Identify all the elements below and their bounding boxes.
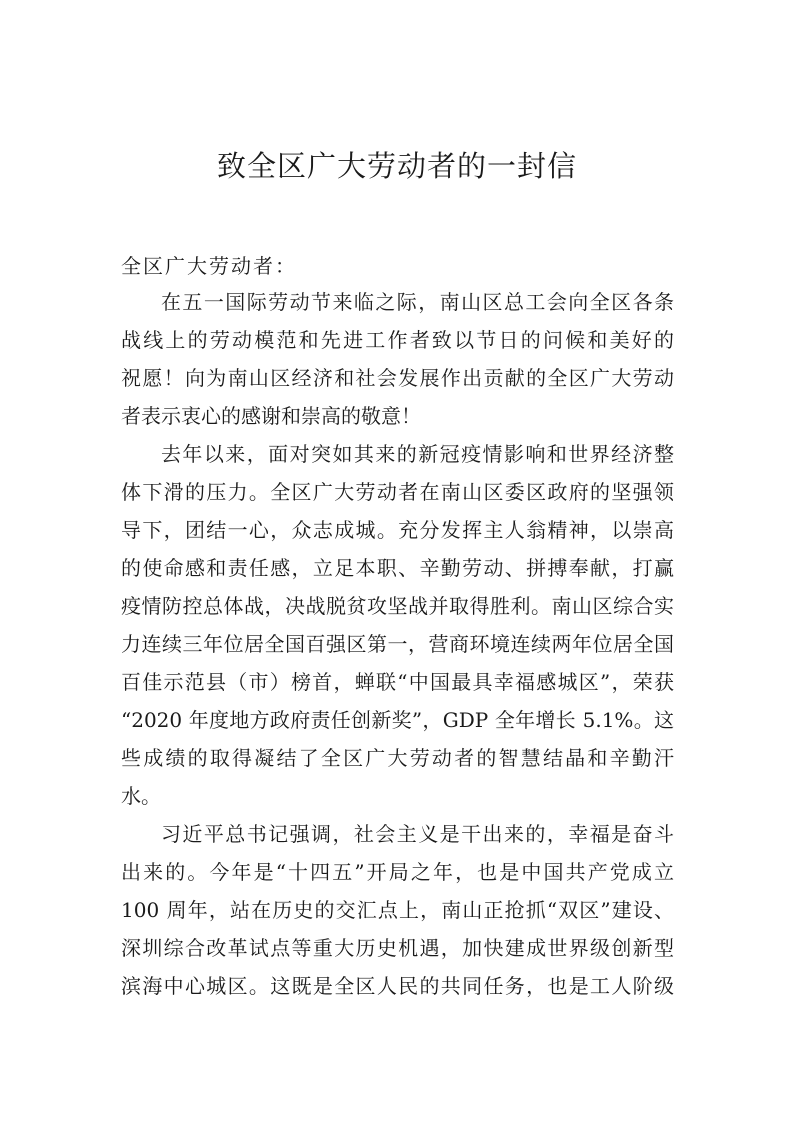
paragraph-2-line-10: 水。 bbox=[121, 784, 161, 808]
paragraph-3-line-3: 100 周年，站在历史的交汇点上，南山正抢抓“双区”建设、 bbox=[121, 898, 674, 922]
paragraph-2-line-2: 体下滑的压力。全区广大劳动者在南山区委区政府的坚强领 bbox=[121, 480, 674, 504]
salutation: 全区广大劳动者： bbox=[121, 254, 297, 278]
paragraph-2-line-1: 去年以来，面对突如其来的新冠疫情影响和世界经济整 bbox=[161, 442, 674, 466]
paragraph-1-line-4: 者表示衷心的感谢和崇高的敬意！ bbox=[121, 404, 421, 428]
letter-title: 致全区广大劳动者的一封信 bbox=[216, 149, 577, 183]
paragraph-3-line-2: 出来的。今年是“十四五”开局之年，也是中国共产党成立 bbox=[121, 860, 674, 884]
paragraph-3-line-1: 习近平总书记强调，社会主义是干出来的，幸福是奋斗 bbox=[161, 822, 674, 846]
paragraph-1-line-2: 战线上的劳动模范和先进工作者致以节日的问候和美好的 bbox=[121, 328, 674, 352]
paragraph-2-line-9: 些成绩的取得凝结了全区广大劳动者的智慧结晶和辛勤汗 bbox=[121, 746, 674, 770]
paragraph-1-line-1: 在五一国际劳动节来临之际，南山区总工会向全区各条 bbox=[161, 290, 674, 314]
paragraph-1-line-3: 祝愿！向为南山区经济和社会发展作出贡献的全区广大劳动 bbox=[121, 366, 674, 390]
paragraph-2-line-7: 百佳示范县（市）榜首，蝉联“中国最具幸福感城区”，荣获 bbox=[121, 670, 674, 694]
paragraph-2-line-8: “2020 年度地方政府责任创新奖”，GDP 全年增长 5.1%。这 bbox=[121, 708, 674, 732]
paragraph-2-line-3: 导下，团结一心，众志成城。充分发挥主人翁精神，以崇高 bbox=[121, 518, 674, 542]
paragraph-2-line-5: 疫情防控总体战，决战脱贫攻坚战并取得胜利。南山区综合实 bbox=[121, 594, 674, 618]
paragraph-2-line-4: 的使命感和责任感，立足本职、辛勤劳动、拼搏奉献，打赢 bbox=[121, 556, 674, 580]
paragraph-3-line-5: 滨海中心城区。这既是全区人民的共同任务，也是工人阶级 bbox=[121, 974, 674, 998]
paragraph-2-line-6: 力连续三年位居全国百强区第一，营商环境连续两年位居全国 bbox=[121, 632, 674, 656]
paragraph-3-line-4: 深圳综合改革试点等重大历史机遇，加快建成世界级创新型 bbox=[121, 936, 674, 960]
